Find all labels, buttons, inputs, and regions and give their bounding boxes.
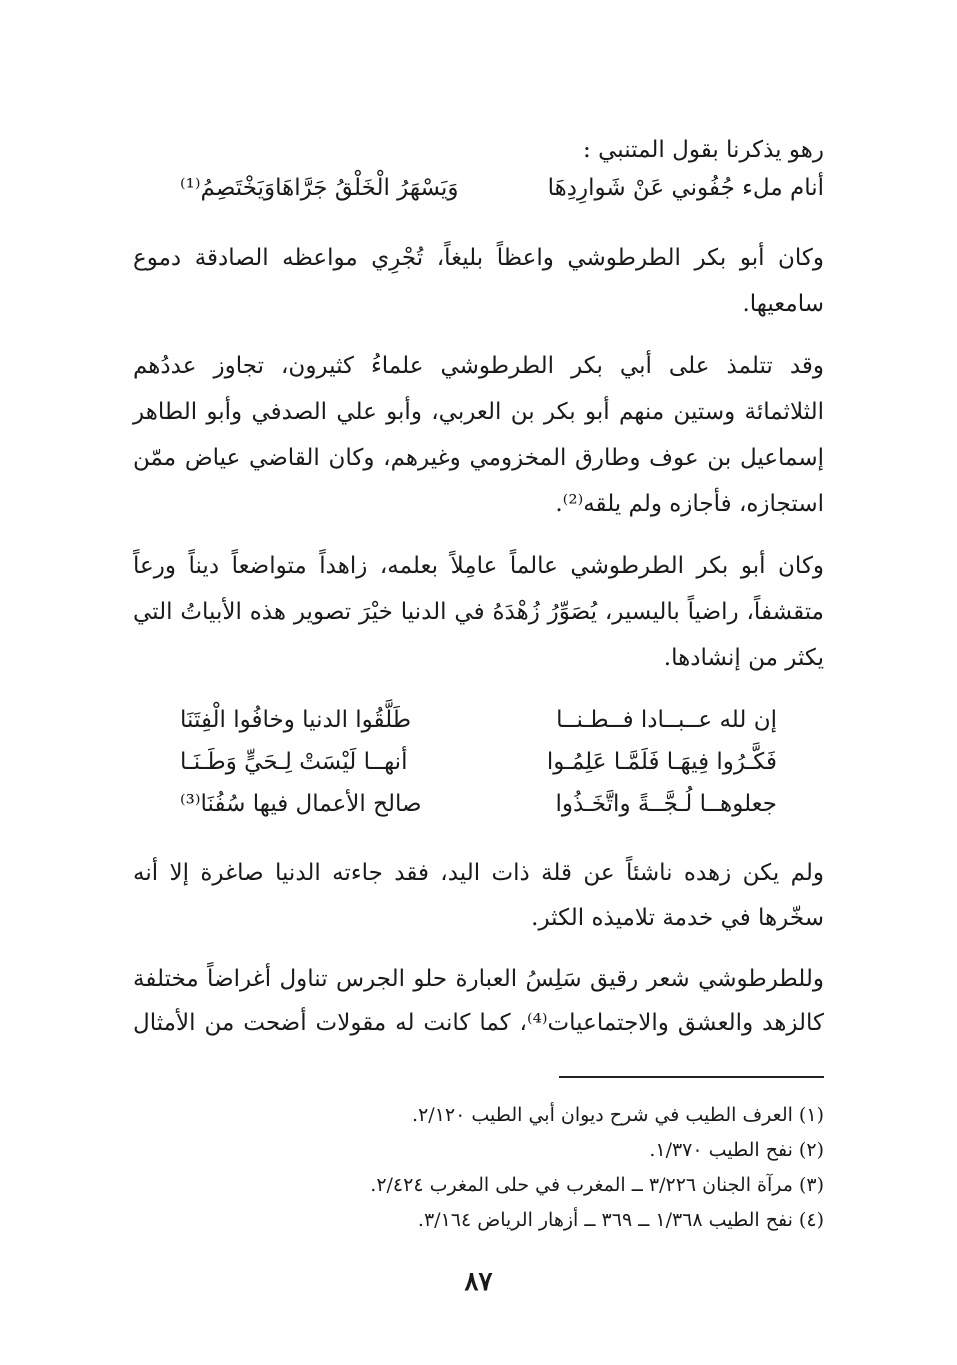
footnote: (٣) مرآة الجنان ٣/٢٢٦ ــ المغرب في حلى المغرب ٢/٤٢٤. — [370, 1174, 824, 1196]
poem-second-hemistich: صالح الأعمال فيها سُفُنَا⁽³⁾ — [180, 791, 422, 817]
paragraph-line: الثلاثمائة وستين منهم أبو بكر بن العربي، وأبو علي الصدفي وأبو الطاهر — [133, 399, 824, 425]
paragraph-line: ولم يكن زهده ناشئاً عن قلة ذات اليد، فقد جاءته الدنيا صاغرة إلا أنه — [133, 860, 824, 886]
footnote: (١) العرف الطيب في شرح ديوان أبي الطيب ٢/١٢٠. — [412, 1104, 824, 1126]
poem-first-hemistich: إن لله عــبــادا فــطـنــا — [556, 707, 777, 733]
paragraph-line: وللطرطوشي شعر رقيق سَلِسُ العبارة حلو الجرس تناول أغراضاً مختلفة — [133, 966, 824, 992]
paragraph-line: وقد تتلمذ على أبي بكر الطرطوشي علماءُ كثيرون، تجاوز عددُهم — [133, 353, 824, 379]
intro-line: رهو يذكرنا بقول المتنبي : — [583, 137, 824, 163]
paragraph-line: إسماعيل بن عوف وطارق المخزومي وغيرهم، وكان القاضي عياض ممّن — [133, 445, 824, 471]
paragraph-line: متقشفاً، راضياً باليسير، يُصَوِّرُ زُهْدَهُ في الدنيا خيْرَ تصوير هذه الأبياتُ التي — [133, 599, 824, 625]
verse-second-hemistich: وَيَسْهَرُ الْخَلْقُ جَرَّاهَاوَيَخْتَصِمُ⁽¹⁾ — [180, 175, 459, 201]
poem-second-hemistich: طَلَّقُوا الدنيا وخافُوا الْفِتَنَا — [180, 707, 412, 733]
paragraph-line: وكان أبو بكر الطرطوشي واعظاً بليغاً، تُجْرِي مواعظه الصادقة دموع — [133, 245, 824, 271]
paragraph-line: يكثر من إنشادها. — [663, 645, 824, 671]
poem-second-hemistich: أنهــا لَيْسَتْ لِـحَيٍّ وَطَـنَـا — [180, 749, 408, 775]
verse-first-hemistich: أنام ملء جُفُوني عَنْ شَوارِدِهَا — [547, 175, 824, 201]
poem-first-hemistich: جعلوهــا لُـجَّــةً واتَّخَـذُوا — [555, 791, 777, 817]
footnote: (٤) نفح الطيب ١/٣٦٨ ــ ٣٦٩ ــ أزهار الرياض ٣/١٦٤. — [417, 1209, 824, 1231]
footnote-separator — [559, 1076, 824, 1078]
paragraph-line: سخّرها في خدمة تلاميذه الكثر. — [531, 905, 824, 931]
paragraph-line: كالزهد والعشق والاجتماعيات⁽⁴⁾، كما كانت له مقولات أضحت من الأمثال — [133, 1010, 824, 1036]
paragraph-line: استجازه، فأجازه ولم يلقه⁽²⁾. — [555, 491, 824, 517]
page-number: ٨٧ — [464, 1267, 493, 1297]
poem-first-hemistich: فَكَّـرُوا فِيهَـا فَلَمَّـا عَلِمُـوا — [546, 749, 777, 775]
paragraph-line: سامعيها. — [742, 291, 824, 317]
paragraph-line: وكان أبو بكر الطرطوشي عالماً عامِلاً بعلمه، زاهداً متواضعاً ديناً ورعاً — [133, 553, 824, 579]
footnote: (٢) نفح الطيب ١/٣٧٠. — [649, 1139, 824, 1161]
